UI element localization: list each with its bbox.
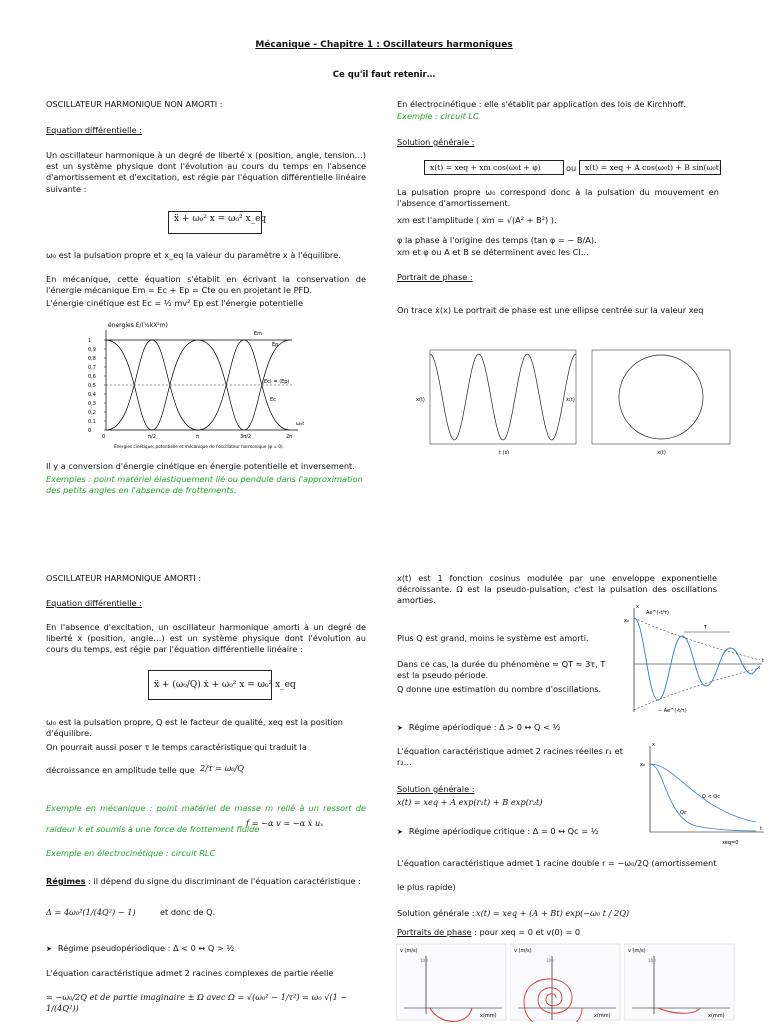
bullet-arrow-icon: ➤ <box>46 945 52 953</box>
phase-plot-aperiodic <box>624 942 736 1022</box>
svg-text:x(t): x(t) <box>416 397 425 403</box>
svg-text:x(mm): x(mm) <box>708 1013 725 1019</box>
example-meca: Exemple en mécanique : point matériel de masse m relié à un ressort de raideur k et soumis à une force de frottement fluide <box>46 803 366 834</box>
example-elec: Exemple en électrocinétique : circuit RLC <box>46 848 216 858</box>
section-heading-non-amorti: OSCILLATEUR HARMONIQUE NON AMORTI : <box>46 99 223 109</box>
solution-box-2: x(t) = xeq + A cos(ω₀t) + B sin(ω₀t) <box>579 160 721 175</box>
svg-text:x(mm): x(mm) <box>480 1013 497 1019</box>
energy-y-tick: 0,9 <box>88 347 96 353</box>
omega-note: ω₀ est la pulsation propre et x_eq la valeur du paramètre x à l'équilibre. <box>46 250 341 260</box>
meca-paragraph: En mécanique, cette équation s'établit en écrivant la conservation de l'énergie mécanique Em = Ec + Ep = Cte ou en projetant le PFD. <box>46 274 366 296</box>
page-subtitle: Ce qu'il faut retenir… <box>332 70 436 80</box>
friction-equation: f = −α v = −α ẋ uₓ <box>246 818 324 828</box>
critical-roots: L'équation caractéristique admet 1 racine double r = −ω₀/2Q (amortissement <box>397 858 717 868</box>
energy-caption: Énergies cinétique, potentielle et mécanique de l'oscillateur harmonique (φ = 0). <box>114 444 284 449</box>
svg-text:t (s): t (s) <box>499 450 510 456</box>
tau-line-2: décroissance en amplitude telle que <box>46 765 195 775</box>
svg-text:x: x <box>652 742 655 748</box>
svg-text:T: T <box>704 625 708 631</box>
eq-diff-label: Equation différentielle : <box>46 125 142 135</box>
critical-regime: ➤ Régime apériodique critique : Δ = 0 ↔ Qc = ½ <box>397 826 599 836</box>
page-title: Mécanique - Chapitre 1 : Oscillateurs harmoniques <box>255 40 513 50</box>
svg-text:⟨Ec⟩ = ⟨Ep⟩: ⟨Ec⟩ = ⟨Ep⟩ <box>262 379 290 385</box>
energy-y-tick: 0,6 <box>88 374 96 380</box>
pseudo-regime: ➤ Régime pseudopériodique : Δ < 0 ↔ Q > ½ <box>46 943 235 953</box>
ci-text: xm et φ ou A et B se déterminent avec les CI… <box>397 247 589 257</box>
bullet-arrow-icon: ➤ <box>397 724 403 732</box>
omega-note-2: ω₀ est la pulsation propre, Q est le facteur de qualité, xeq est la position d'équilibre. <box>46 717 343 739</box>
pseudo-periodic-figure <box>622 600 768 718</box>
cosine-plot <box>414 346 580 456</box>
phase-plot-pseudo <box>396 942 508 1022</box>
svg-text:100: 100 <box>546 958 554 963</box>
svg-text:x(mm): x(mm) <box>594 1013 611 1019</box>
tau-equation: 2/τ = ω₀/Q <box>200 763 244 773</box>
svg-text:v (m/s): v (m/s) <box>514 948 532 954</box>
regimes-line <box>46 876 361 887</box>
energy-y-tick: 0,5 <box>88 383 96 389</box>
svg-text:x₀: x₀ <box>624 618 629 624</box>
critical-solution: x(t) = xeq + (A + Bt) exp(−ω₀ t / 2Q) <box>476 908 630 918</box>
energy-y-tick: 0,3 <box>88 401 96 407</box>
energy-y-tick: 1 <box>88 338 92 344</box>
solution-label: Solution générale : <box>397 137 475 147</box>
bullet-arrow-icon: ➤ <box>397 828 403 836</box>
svg-text:100: 100 <box>648 958 656 963</box>
examples-text: Exemples : point matériel élastiquement lié ou pendule dans l'approximation des petits angles en l'absence de frottements. <box>46 474 363 496</box>
aperiodic-solution-label: Solution générale : <box>397 784 475 794</box>
cos-modulated-text: x(t) est 1 fonction cosinus modulée par une enveloppe exponentielle décroissante. Ω est la pseudo-pulsation, c'est la pulsation des oscillations amorties. <box>397 573 717 606</box>
conversion-text: Il y a conversion d'énergie cinétique en énergie potentielle et inversement. <box>46 461 355 471</box>
equation-box: ẍ + ω₀² x = ω₀² x_eq <box>168 211 262 234</box>
aperiodic-regime: ➤ Régime apériodique : Δ > 0 ↔ Q < ½ <box>397 722 561 732</box>
electro-example: Exemple : circuit LC <box>397 111 479 121</box>
phase-plot-spiral <box>510 942 622 1022</box>
critical-solution-label: Solution générale : <box>397 908 475 918</box>
svg-text:x: x <box>636 604 639 610</box>
svg-text:3π/2: 3π/2 <box>240 434 252 440</box>
pulsation-text: La pulsation propre ω₀ correspond donc à la pulsation du mouvement en l'absence d'amortissement. <box>397 187 719 209</box>
ellipse-plot <box>564 346 734 456</box>
intro-paragraph: Un oscillateur harmonique à un degré de liberté x (position, angle, tension…) est un système physique dont l'évolution au cours du temps en l'absence d'amortissement et d'excitation, est régie par l'équation différentielle linéaire suivante : <box>46 150 366 194</box>
aperiodic-roots: L'équation caractéristique admet 2 racines réelles r₁ et r₂… <box>397 746 623 768</box>
electro-text: En électrocinétique : elle s'établit par application des lois de Kirchhoff. <box>397 99 686 109</box>
eq-diff-label-2: Equation différentielle : <box>46 598 142 608</box>
svg-text:xeq=0: xeq=0 <box>722 840 739 846</box>
svg-text:2π: 2π <box>286 434 293 440</box>
svg-text:Em: Em <box>254 331 263 337</box>
svg-text:v (m/s): v (m/s) <box>400 948 418 954</box>
roots-line-2: = −ω₀/2Q et de partie imaginaire ± Ω avec Ω = √(ω₀² − 1/τ²) = ω₀ √(1 − 1/(4Q²)) <box>46 992 348 1014</box>
or-text: ou <box>566 163 577 173</box>
svg-text:ẋ(t): ẋ(t) <box>566 397 575 403</box>
kinetic-energy-line: L'énergie cinétique est Ec = ½ mv² Ep est l'énergie potentielle <box>46 298 303 308</box>
aperiodic-solution: x(t) = xeq + A exp(r₁t) + B exp(r₂t) <box>397 797 543 807</box>
svg-text:ω₀t: ω₀t <box>296 421 305 427</box>
critical-roots-2: le plus rapide) <box>397 882 456 892</box>
phase-text: φ la phase à l'origine des temps (tan φ = − B/A). <box>397 235 597 245</box>
aperiodic-figure <box>636 740 768 848</box>
svg-text:Q < Qc: Q < Qc <box>702 794 720 800</box>
section-heading-amorti: OSCILLATEUR HARMONIQUE AMORTI : <box>46 573 202 583</box>
svg-text:Qc: Qc <box>680 810 687 816</box>
svg-text:0: 0 <box>102 434 106 440</box>
svg-text:v (m/s): v (m/s) <box>628 948 646 954</box>
solution-box-1: x(t) = xeq + xm cos(ω₀t + φ) <box>424 160 564 175</box>
phase-portrait-text: On trace ẋ(x) Le portrait de phase est une ellipse centrée sur la valeur xeq <box>397 305 704 315</box>
q-donne-text: Q donne une estimation du nombre d'oscillations. <box>397 684 602 694</box>
delta-tail: et donc de Q. <box>160 907 216 917</box>
intro-amorti: En l'absence d'excitation, un oscillateur harmonique amorti à un degré de liberté x (position, angle…) est un système physique dont l'évolution au cours du temps, est régie par l'équation différentielle linéaire : <box>46 622 366 655</box>
energy-y-tick: 0 <box>88 428 92 434</box>
equation-box-amorti: ẍ + (ω₀/Q) ẋ + ω₀² x = ω₀² x_eq <box>148 670 272 700</box>
q-grand-text: Plus Q est grand, moins le système est amorti. <box>397 633 589 643</box>
svg-text:t: t <box>760 826 762 832</box>
svg-text:x(t): x(t) <box>657 450 666 456</box>
svg-text:x₀: x₀ <box>640 762 645 768</box>
energy-y-tick: 0,1 <box>88 419 96 425</box>
svg-text:100: 100 <box>420 958 428 963</box>
duree-text: Dans ce cas, la durée du phénomène ≈ QT ≈ 3τ, T est la pseudo période. <box>397 659 606 681</box>
amplitude-text: xm est l'amplitude ( xm = √(A² + B²) ). <box>397 215 557 225</box>
roots-line-1: L'équation caractéristique admet 2 racines complexes de partie réelle <box>46 968 334 978</box>
regimes-label: Régimes <box>46 876 86 886</box>
energy-y-tick: 0,7 <box>88 365 96 371</box>
portraits-line: Portraits de phase : pour xeq = 0 et v(0) = 0 <box>397 927 581 937</box>
energy-y-title: énergies E/(½kX²m) <box>108 322 168 329</box>
energy-y-tick: 0,8 <box>88 356 96 362</box>
regimes-text: : il dépend du signe du discriminant de l'équation caractéristique : <box>88 876 361 886</box>
energy-figure <box>84 312 308 452</box>
svg-text:Ec: Ec <box>270 397 276 403</box>
energy-y-tick: 0,2 <box>88 410 96 416</box>
svg-text:− Ae^(-t/τ): − Ae^(-t/τ) <box>658 708 687 714</box>
energy-y-tick: 0,4 <box>88 392 96 398</box>
svg-text:π: π <box>196 434 200 440</box>
delta-equation: Δ = 4ω₀²(1/(4Q²) − 1) <box>46 907 136 917</box>
svg-text:Ae^(-t/τ): Ae^(-t/τ) <box>646 610 669 616</box>
svg-text:t: t <box>762 658 764 664</box>
phase-portrait-label: Portrait de phase : <box>397 272 473 282</box>
svg-text:Ep: Ep <box>272 342 279 348</box>
tau-line-1: On pourrait aussi poser τ le temps caractéristique qui traduit la <box>46 742 307 752</box>
svg-text:π/2: π/2 <box>148 434 156 440</box>
